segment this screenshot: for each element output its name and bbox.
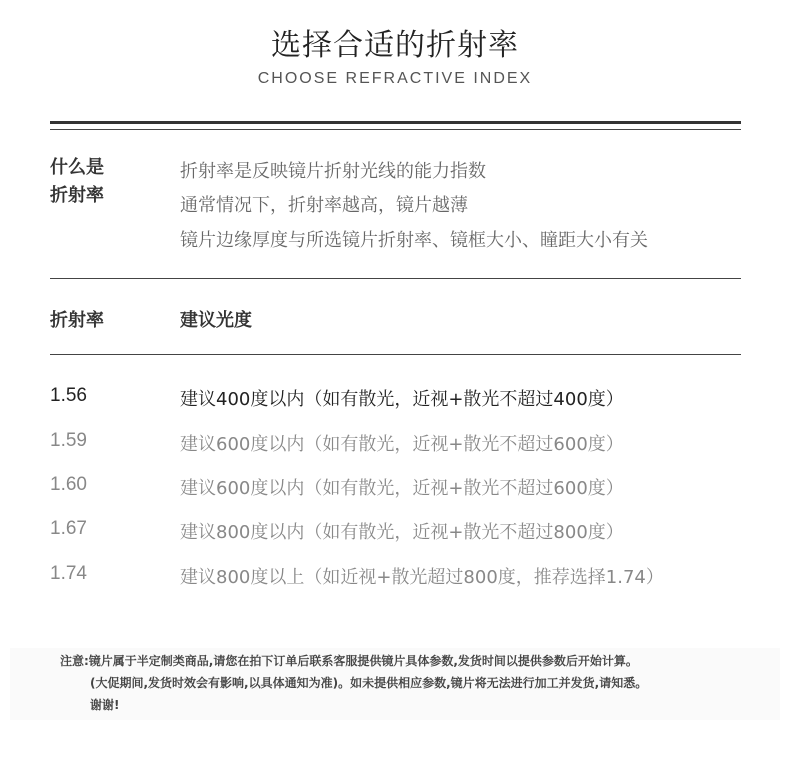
advice-text: 建议800度以内（如有散光，近视+散光不超过800度）: [180, 522, 624, 543]
intro-label-line2: 折射率: [50, 185, 104, 206]
table-row: [0, 430, 790, 460]
page-subtitle: CHOOSE REFRACTIVE INDEX: [257, 70, 533, 87]
intro-line-2: 通常情况下，折射率越高，镜片越薄: [180, 195, 468, 216]
notice-line-2: (大促期间,发货时效会有影响,以具体通知为准)。如未提供相应参数,镜片将无法进行加工并发货,请知悉。: [90, 676, 648, 690]
refractive-index-value: 1.60: [50, 474, 87, 495]
intro-label: [50, 154, 104, 210]
table-row: [0, 474, 790, 504]
divider-header: [50, 354, 741, 355]
notice-box: [10, 648, 780, 720]
advice-text: 建议600度以内（如有散光，近视+散光不超过600度）: [180, 478, 624, 499]
refractive-index-value: 1.74: [50, 563, 87, 584]
intro-line-1: 折射率是反映镜片折射光线的能力指数: [180, 161, 486, 182]
notice-line-1: 注意:镜片属于半定制类商品,请您在拍下订单后联系客服提供镜片具体参数,发货时间以提供参数后开始计算。: [60, 654, 638, 668]
column-header-advice: 建议光度: [180, 310, 252, 331]
divider-top-thin: [50, 129, 741, 130]
divider-intro: [50, 278, 741, 279]
divider-top-thick: [50, 121, 741, 124]
column-header-index: 折射率: [50, 310, 104, 331]
refractive-index-value: 1.59: [50, 430, 87, 451]
advice-text: 建议800度以上（如近视+散光超过800度，推荐选择1.74）: [180, 567, 664, 588]
refractive-index-value: 1.67: [50, 518, 87, 539]
intro-label-line1: 什么是: [50, 157, 104, 178]
table-row: [0, 563, 790, 593]
page-title: 选择合适的折射率: [271, 28, 519, 63]
notice-line-3: 谢谢!: [90, 698, 120, 712]
advice-text: 建议600度以内（如有散光，近视+散光不超过600度）: [180, 434, 624, 455]
table-row: [0, 385, 790, 415]
table-row: [0, 518, 790, 548]
refractive-index-value: 1.56: [50, 385, 87, 406]
advice-text: 建议400度以内（如有散光，近视+散光不超过400度）: [180, 389, 624, 410]
intro-line-3: 镜片边缘厚度与所选镜片折射率、镜框大小、瞳距大小有关: [180, 230, 648, 251]
